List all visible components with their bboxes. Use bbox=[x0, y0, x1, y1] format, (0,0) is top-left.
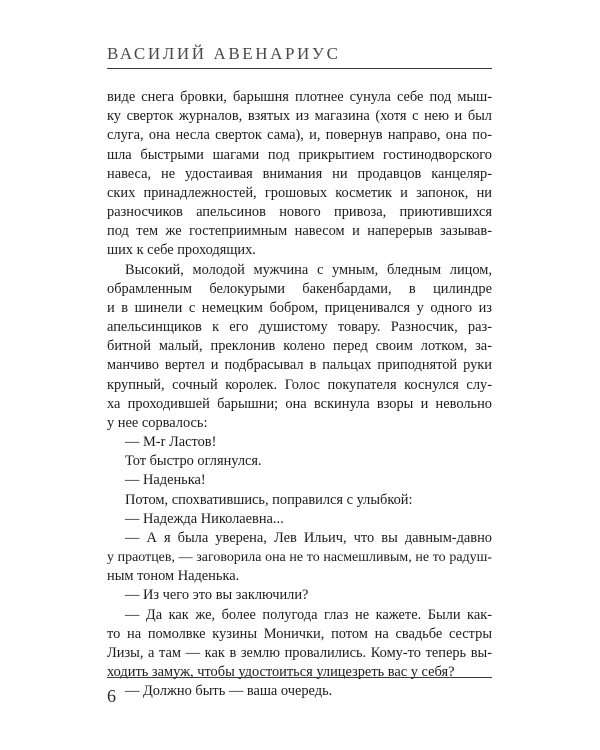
text-line: — Наденька! bbox=[125, 472, 206, 489]
text-line: — M-r Ластов! bbox=[125, 434, 217, 451]
text-line: апельсинщиков к его душистому товару. Разносчик, раз- bbox=[107, 319, 492, 336]
text-line: — Из чего это вы заключили? bbox=[125, 587, 309, 604]
text-line: у праотцев, — заговорила она не то насмешливым, не то радуш- bbox=[107, 550, 492, 566]
text-line: — Надежда Николаевна... bbox=[125, 510, 284, 527]
text-line: навеса, не удостаивая внимания ни продавцов канцеляр- bbox=[107, 165, 492, 182]
running-head-author: ВАСИЛИЙ АВЕНАРИУС bbox=[107, 44, 341, 63]
text-line: виде снега бровки, барышня плотнее сунула себе под мыш- bbox=[107, 89, 492, 105]
footer-rule bbox=[107, 677, 492, 678]
text-line: шла быстрыми шагами под прикрытием гостинодворского bbox=[107, 146, 492, 163]
text-line: — А я была уверена, Лев Ильич, что вы давным-давно bbox=[125, 529, 492, 546]
text-line: Потом, спохватившись, поправился с улыбкой: bbox=[125, 491, 413, 508]
text-line: ха проходившей барышни; она вскинула взоры и невольно bbox=[107, 395, 492, 412]
text-line: битной малый, преклонив колено перед своим лотком, за- bbox=[107, 338, 492, 355]
text-line: — Да как же, более полугода глаз не кажете. Были как- bbox=[125, 606, 492, 623]
header-rule bbox=[107, 68, 492, 69]
text-line: разносчиков апельсинов нового привоза, приютившихся bbox=[107, 204, 492, 221]
text-line: слуга, она несла сверток сама), и, повернув направо, она по- bbox=[107, 127, 492, 144]
text-line: обрамленным белокурыми бакенбардами, в цилиндре bbox=[107, 280, 492, 297]
text-line: Высокий, молодой мужчина с умным, бледным лицом, bbox=[125, 261, 492, 278]
text-line: то на помолвке кузины Монички, потом на свадьбе сестры bbox=[107, 625, 492, 642]
text-line: ших к себе проходящих. bbox=[107, 242, 256, 259]
page-number: 6 bbox=[107, 686, 116, 706]
text-line: под тем же гостеприимным навесом и наперерыв зазывав- bbox=[107, 223, 492, 240]
text-line: ным тоном Наденька. bbox=[107, 568, 240, 585]
text-line: ходить замуж, чтобы удостоиться улицезреть вас у себя? bbox=[107, 664, 455, 681]
text-line: ских принадлежностей, грошовых косметик и запонок, ни bbox=[107, 184, 492, 201]
text-line: манчиво вертел и подбрасывал в пальцах приподнятой руки bbox=[107, 357, 492, 374]
body-text bbox=[107, 88, 492, 702]
text-line: крупный, сочный королек. Голос покупателя коснулся слу- bbox=[107, 376, 492, 393]
text-line: и в шинели с немецким бобром, приценивался у одного из bbox=[107, 299, 492, 316]
text-line: — Должно быть — ваша очередь. bbox=[125, 683, 333, 700]
text-line: Лизы, а там — как в землю провалились. Кому-то теперь вы- bbox=[107, 644, 492, 661]
text-line: ку сверток журналов, взятых из магазина (хотя с нею и был bbox=[107, 108, 492, 125]
text-line: Тот быстро оглянулся. bbox=[125, 453, 262, 470]
text-line: у нее сорвалось: bbox=[107, 414, 208, 431]
